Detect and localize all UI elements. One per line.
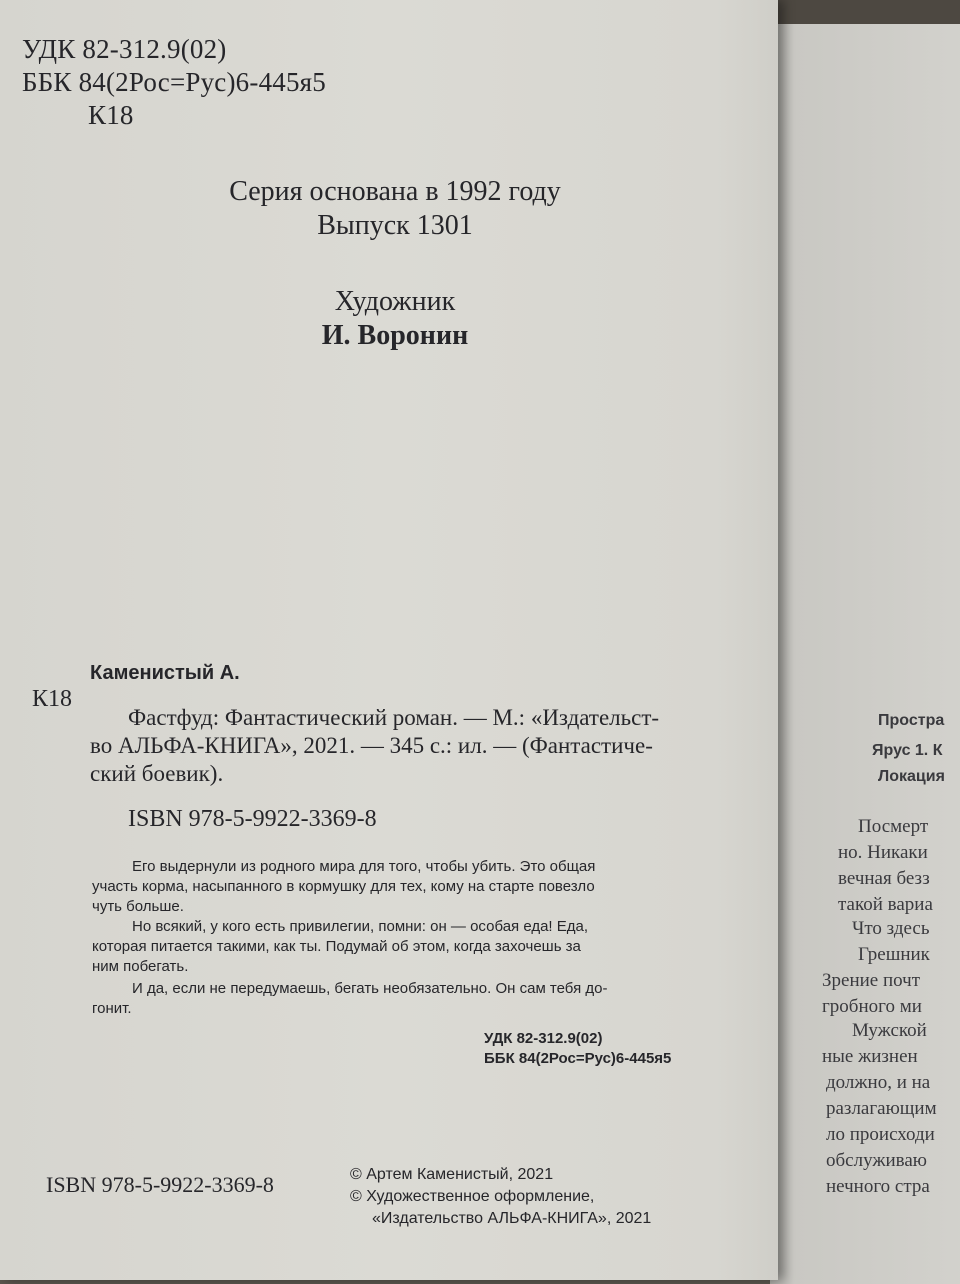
record-description-line: Фастфуд: Фантастический роман. — М.: «Издательст- (128, 705, 660, 730)
right-page-fragment: гробного ми (822, 996, 922, 1017)
issue-number: Выпуск 1301 (317, 210, 473, 241)
record-description-line: во АЛЬФА-КНИГА», 2021. — 345 с.: ил. — (Фантастиче- (90, 733, 653, 758)
bbk-code-top: ББК 84(2Рос=Рус)6-445я5 (22, 67, 326, 97)
right-page-fragment: должно, и на (826, 1072, 931, 1093)
right-page-fragment: Ярус 1. К (872, 742, 943, 759)
right-page-fragment: Зрение почт (822, 970, 921, 991)
right-page (770, 24, 960, 1284)
right-page-fragment: Что здесь (852, 918, 930, 939)
right-page-fragment: Грешник (858, 944, 930, 965)
right-page-fragment: Посмерт (858, 816, 929, 837)
right-page-fragment: Мужской (852, 1020, 927, 1041)
annotation-line: Его выдернули из родного мира для того, чтобы убить. Это общая (132, 858, 596, 875)
artist-name: И. Воронин (321, 320, 469, 351)
copyright-line: © Артем Каменистый, 2021 (350, 1166, 554, 1183)
annotation-line: участь корма, насыпанного в кормушку для тех, кому на старте повезло (92, 878, 595, 895)
record-author-mark: К18 (32, 686, 73, 712)
right-page-fragment: но. Никаки (838, 842, 928, 863)
udk-code-bottom: УДК 82-312.9(02) (484, 1030, 603, 1047)
right-page-fragment: ные жизнен (822, 1046, 918, 1067)
right-page-fragment: обслуживаю (826, 1150, 927, 1171)
annotation-line: гонит. (92, 1000, 132, 1017)
isbn-bottom: ISBN 978-5-9922-3369-8 (46, 1172, 274, 1197)
annotation-line: Но всякий, у кого есть привилегии, помни: он — особая еда! Еда, (132, 918, 589, 935)
right-page-fragment: ло происходи (826, 1124, 935, 1145)
right-page-fragment: такой вариа (838, 894, 933, 915)
record-author: Каменистый А. (90, 662, 240, 684)
record-isbn: ISBN 978-5-9922-3369-8 (128, 806, 377, 832)
right-page-fragment: Простра (878, 712, 945, 729)
right-page-fragment: Локация (878, 768, 945, 785)
annotation-line: которая питается такими, как ты. Подумай об этом, когда захочешь за (92, 938, 581, 955)
bbk-code-bottom: ББК 84(2Рос=Рус)6-445я5 (484, 1050, 672, 1067)
copyright-line: © Художественное оформление, (350, 1188, 595, 1205)
series-founded: Серия основана в 1992 году (229, 176, 561, 207)
author-mark-top: К18 (88, 100, 134, 130)
artist-label: Художник (334, 286, 456, 317)
annotation-line: И да, если не передумаешь, бегать необязательно. Он сам тебя до- (132, 980, 608, 997)
annotation-line: чуть больше. (92, 898, 184, 915)
annotation-line: ним побегать. (92, 958, 189, 975)
right-page-fragment: нечного стра (826, 1176, 930, 1197)
right-page-fragment: разлагающим (826, 1098, 937, 1119)
udk-code-top: УДК 82-312.9(02) (22, 34, 227, 64)
copyright-line: «Издательство АЛЬФА-КНИГА», 2021 (372, 1210, 652, 1227)
record-description-line: ский боевик). (90, 761, 224, 786)
right-page-fragment: вечная безз (838, 868, 930, 889)
